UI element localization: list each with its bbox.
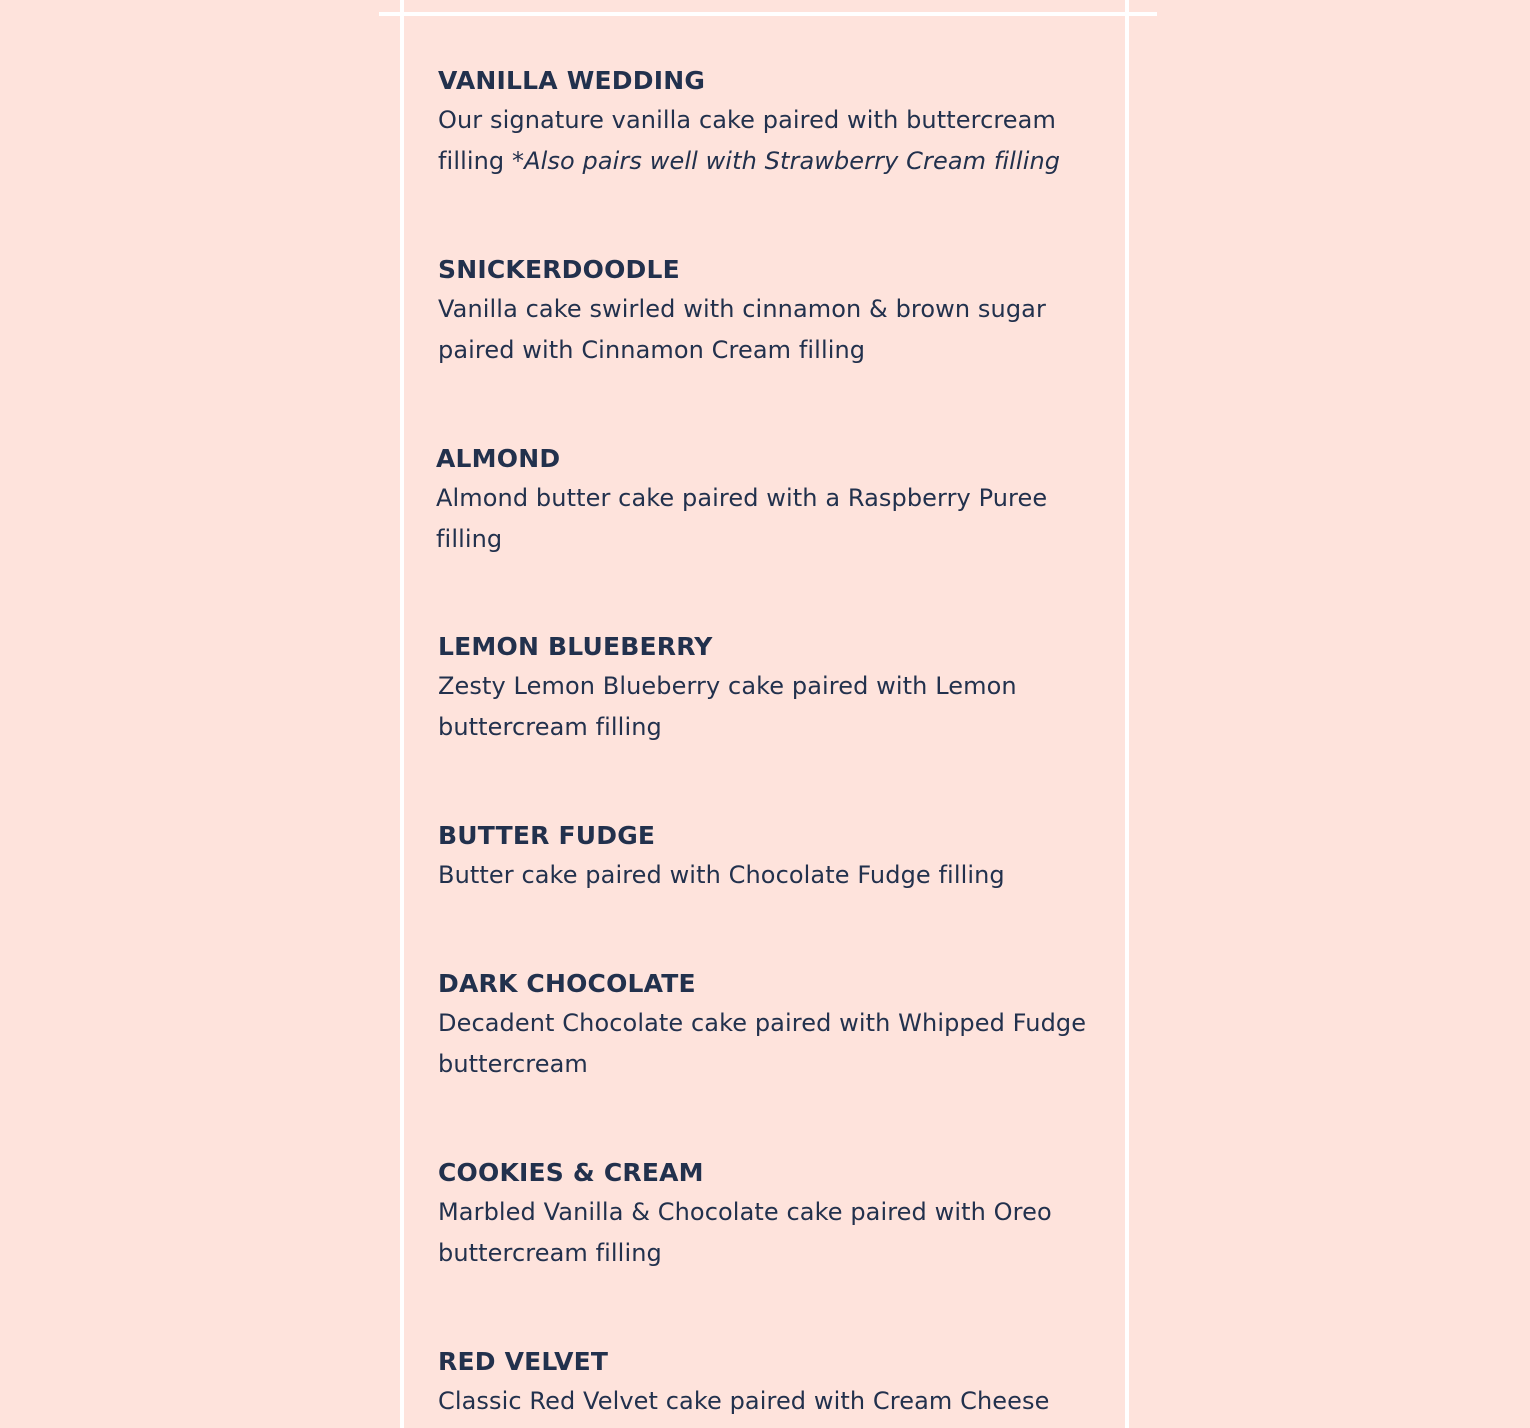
menu-item-title: LEMON BLUEBERRY [438,632,713,661]
menu-item-title: SNICKERDOODLE [438,255,680,284]
menu-item-description: Vanilla cake swirled with cinnamon & brown sugar paired with Cinnamon Cream filling [438,295,1046,364]
menu-item-description: Decadent Chocolate cake paired with Whipped Fudge buttercream [438,1009,1087,1078]
menu-item-title: RED VELVET [438,1347,609,1376]
menu-item-description: Zesty Lemon Blueberry cake paired with Lemon buttercream filling [438,672,1017,741]
menu-item-description: Marbled Vanilla & Chocolate cake paired with Oreo buttercream filling [438,1198,1052,1267]
frame-top-rule [379,12,1157,16]
menu-item-title: DARK CHOCOLATE [438,969,696,998]
menu-item-title: COOKIES & CREAM [438,1158,704,1187]
frame-right-rule [1125,0,1129,1428]
frame-left-rule [400,0,404,1428]
menu-item-description: Butter cake paired with Chocolate Fudge filling [438,861,1005,889]
menu-item-red-velvet [438,1347,1088,1422]
menu-item-lemon-blueberry [438,632,1088,748]
menu-item-dark-chocolate [438,969,1088,1085]
menu-item-snickerdoodle [438,255,1088,371]
menu-item-note: Also pairs well with Strawberry Cream filling [524,147,1061,175]
menu-item-title: ALMOND [436,444,561,473]
menu-item-almond [436,444,1086,560]
menu-item-description [438,100,1088,182]
menu-item-title: VANILLA WEDDING [438,66,706,95]
menu-item-vanilla-wedding [438,66,1088,182]
menu-item-cookies-and-cream [438,1158,1088,1274]
menu-item-description-text: Our signature vanilla cake paired with buttercream filling * [438,106,1056,175]
menu-item-butter-fudge [438,821,1088,896]
menu-item-description: Almond butter cake paired with a Raspberry Puree filling [436,484,1048,553]
menu-item-description: Classic Red Velvet cake paired with Cream Cheese [438,1387,1050,1415]
menu-item-title: BUTTER FUDGE [438,821,656,850]
